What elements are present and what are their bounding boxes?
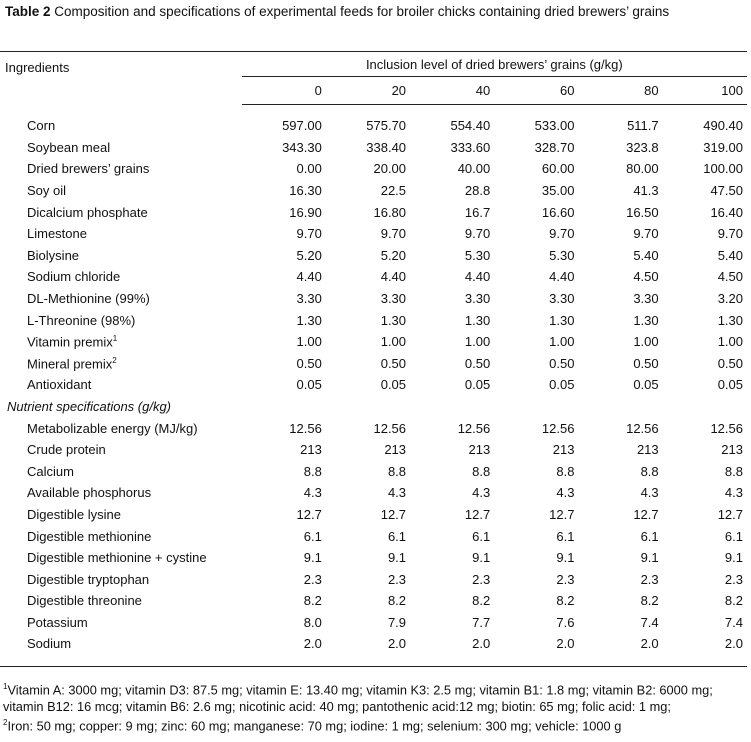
table-row: [0, 504, 747, 526]
row-label-text: Digestible lysine: [27, 506, 121, 522]
table-cell: 16.40: [710, 204, 743, 220]
table-cell: 40.00: [457, 161, 491, 177]
composition-table: [0, 51, 747, 667]
table-cell: 0.05: [296, 377, 322, 393]
table-cell: 1.00: [549, 334, 575, 350]
table-cell: 3.30: [296, 291, 322, 307]
table-row: [0, 331, 747, 353]
table-cell: 2.3: [556, 571, 575, 587]
table-cell: 213: [468, 442, 491, 458]
table-cell: 2.3: [387, 571, 407, 587]
row-label-text: Digestible tryptophan: [27, 571, 150, 587]
table-row: [0, 374, 747, 396]
table-cell: 47.50: [710, 183, 743, 199]
table-row: [0, 137, 747, 159]
table-cell: 8.8: [387, 463, 407, 479]
table-cell: 554.40: [450, 118, 491, 134]
table-cell: 0.05: [464, 377, 491, 393]
table-cell: 9.1: [303, 550, 322, 566]
row-label: [0, 201, 242, 223]
table-cell: 0.50: [549, 355, 575, 371]
table-cell: 8.2: [472, 593, 491, 609]
table-cell: 8.2: [303, 593, 322, 609]
table-cell: 2.0: [663, 633, 747, 667]
table-cell: 12.7: [633, 506, 659, 522]
table-cell: 6.1: [387, 528, 407, 544]
table-cell: 8.8: [556, 463, 575, 479]
table-cell: 5.20: [380, 247, 407, 263]
table-cell: 4.3: [387, 485, 407, 501]
table-cell: 213: [636, 442, 659, 458]
table-cell: 9.70: [633, 226, 659, 242]
table-caption-text: Composition and specifications of experimental feeds for broiler chicks containing dried brewers’ grains: [50, 4, 670, 19]
table-cell: 12.56: [373, 420, 407, 436]
row-label-text: Biolysine: [27, 247, 80, 263]
row-label-text: Digestible threonine: [27, 593, 142, 609]
table-cell: 213: [721, 442, 743, 458]
table-cell: 1.00: [380, 334, 407, 350]
table-cell: 16.7: [464, 204, 491, 220]
table-cell: 9.70: [380, 226, 407, 242]
row-label: [0, 461, 242, 483]
table-cell: 28.8: [464, 183, 491, 199]
table-cell: 3.30: [380, 291, 407, 307]
table-cell: 12.7: [464, 506, 491, 522]
table-cell: 2.0: [326, 633, 410, 667]
row-label: [0, 633, 242, 667]
table-cell: 1.30: [549, 312, 575, 328]
row-label: [0, 353, 242, 375]
table-cell: 8.2: [387, 593, 407, 609]
table-cell: 60.00: [541, 161, 575, 177]
table-cell: 2.0: [242, 633, 326, 667]
row-label-text: Sodium chloride: [27, 269, 121, 285]
table-row: [0, 439, 747, 461]
table-cell: 9.70: [717, 226, 743, 242]
row-label-text: Digestible methionine: [27, 528, 152, 544]
table-cell: 4.3: [724, 485, 743, 501]
table-cell: 7.4: [724, 614, 743, 630]
row-label: [0, 309, 242, 331]
row-label-text: Limestone: [27, 226, 87, 242]
header-ingredients: Ingredients: [5, 60, 70, 75]
table-cell: 9.70: [549, 226, 575, 242]
table-cell: 12.56: [541, 420, 575, 436]
row-label-text: Vitamin premix: [27, 334, 113, 350]
table-cell: 3.30: [549, 291, 575, 307]
row-label-text: Dried brewers’ grains: [27, 161, 150, 177]
table-cell: 8.2: [556, 593, 575, 609]
table-cell: 4.40: [464, 269, 491, 285]
table-row: [0, 115, 747, 137]
table-cell: 6.1: [303, 528, 322, 544]
table-cell: 7.7: [472, 614, 491, 630]
table-cell: 4.40: [380, 269, 407, 285]
table-cell: 2.0: [494, 633, 578, 667]
table-cell: 4.3: [556, 485, 575, 501]
table-cell: 3.30: [633, 291, 659, 307]
table-cell: 0.50: [296, 355, 322, 371]
table-cell: 4.50: [717, 269, 743, 285]
row-label-text: Metabolizable energy (MJ/kg): [27, 420, 198, 436]
row-label: [0, 180, 242, 202]
table-cell: 1.30: [296, 312, 322, 328]
table-cell: 2.0: [578, 633, 662, 667]
table-cell: 213: [384, 442, 407, 458]
table-cell: 338.40: [366, 139, 407, 155]
table-row: [0, 461, 747, 483]
row-label: [0, 568, 242, 590]
table-cell: 8.0: [303, 614, 322, 630]
footnote-text: Iron: 50 mg; copper: 9 mg; zinc: 60 mg; manganese: 70 mg; iodine: 1 mg; selenium: 300 mg; vehicle: 1000 g: [7, 718, 622, 734]
row-label: [0, 547, 242, 569]
table-cell: 9.1: [472, 550, 491, 566]
footnotes: [3, 679, 747, 735]
table-cell: 4.50: [633, 269, 659, 285]
table-cell: 2.3: [303, 571, 322, 587]
table-cell: 12.56: [626, 420, 659, 436]
table-cell: 0.05: [380, 377, 407, 393]
table-cell: 4.3: [472, 485, 491, 501]
table-cell: 22.5: [380, 183, 407, 199]
table-row: [0, 223, 747, 245]
table-row: [0, 245, 747, 267]
spacer-row: [0, 105, 747, 116]
table-cell: 16.50: [626, 204, 659, 220]
table-cell: 41.3: [633, 183, 659, 199]
table-cell: 12.7: [380, 506, 407, 522]
table-cell: 6.1: [640, 528, 659, 544]
table-cell: 6.1: [556, 528, 575, 544]
table-cell: 597.00: [282, 118, 322, 134]
table-cell: 319.00: [703, 139, 743, 155]
table-cell: 8.2: [724, 593, 743, 609]
table-cell: 6.1: [472, 528, 491, 544]
header-inclusion-level: Inclusion level of dried brewers’ grains (g/kg): [242, 52, 747, 77]
table-cell: 80.00: [626, 161, 659, 177]
table-row: [0, 180, 747, 202]
table-row: [0, 482, 747, 504]
row-label-text: L-Threonine (98%): [27, 312, 136, 328]
table-cell: 1.00: [464, 334, 491, 350]
row-label: [0, 223, 242, 245]
header-level: 60: [494, 77, 578, 105]
table-row: [0, 353, 747, 375]
table-cell: 328.70: [534, 139, 575, 155]
table-cell: 7.4: [640, 614, 659, 630]
table-row: [0, 288, 747, 310]
table-cell: 9.1: [724, 550, 743, 566]
table-cell: 7.9: [387, 614, 407, 630]
table-cell: 16.60: [541, 204, 575, 220]
row-label-text: Sodium: [27, 636, 72, 652]
row-label-text: Mineral premix: [27, 355, 113, 371]
table-cell: 9.70: [296, 226, 322, 242]
table-cell: 8.2: [640, 593, 659, 609]
table-cell: 2.0: [410, 633, 494, 667]
row-label-text: DL-Methionine (99%): [27, 291, 150, 307]
table-cell: 5.30: [464, 247, 491, 263]
table-row: [0, 417, 747, 439]
header-level: 0: [242, 77, 326, 105]
row-label: [0, 504, 242, 526]
table-cell: 12.56: [710, 420, 743, 436]
table-cell: 0.05: [717, 377, 743, 393]
header-level: 40: [410, 77, 494, 105]
table-cell: 0.50: [380, 355, 407, 371]
table-label: Table 2: [5, 4, 51, 19]
footnote-mark: 2: [112, 355, 117, 365]
table-caption: [5, 3, 747, 21]
row-label: [0, 590, 242, 612]
table-row: [0, 201, 747, 223]
table-row: [0, 266, 747, 288]
table-cell: 8.8: [472, 463, 491, 479]
footnote-1: [3, 679, 747, 715]
table-cell: 4.40: [296, 269, 322, 285]
footnote-mark: 1: [112, 334, 118, 344]
row-label-text: Soybean meal: [27, 139, 111, 155]
footnote-2: [3, 715, 747, 735]
table-cell: 2.3: [640, 571, 659, 587]
table-cell: 213: [552, 442, 575, 458]
nutrient-specifications-heading: Nutrient specifications (g/kg): [7, 399, 172, 415]
table-cell: 7.6: [556, 614, 575, 630]
table-cell: 0.05: [633, 377, 659, 393]
table-row: [0, 633, 747, 667]
table-cell: 3.20: [717, 291, 743, 307]
table-cell: 9.1: [640, 550, 659, 566]
table-cell: 100.00: [703, 161, 743, 177]
table-cell: 511.7: [627, 118, 659, 134]
table-cell: 8.8: [724, 463, 743, 479]
table-cell: 12.56: [289, 420, 322, 436]
table-row: [0, 525, 747, 547]
table-cell: 0.00: [296, 161, 322, 177]
table-row: [0, 612, 747, 634]
table-cell: 1.00: [633, 334, 659, 350]
footnote-mark: 2: [3, 718, 8, 728]
row-label: [0, 115, 242, 137]
section-header-row: [0, 396, 747, 418]
table-cell: 12.7: [296, 506, 322, 522]
table-cell: 3.30: [464, 291, 491, 307]
table-cell: 575.70: [366, 118, 407, 134]
table-cell: 1.30: [633, 312, 659, 328]
table-cell: 213: [300, 442, 322, 458]
row-label-text: Corn: [27, 118, 56, 134]
row-label: [0, 245, 242, 267]
table-cell: 12.56: [457, 420, 491, 436]
row-label: [0, 331, 242, 353]
table-row: [0, 309, 747, 331]
table-cell: 1.30: [464, 312, 491, 328]
header-level: 100: [663, 77, 747, 105]
table-cell: 0.50: [633, 355, 659, 371]
table-cell: 533.00: [534, 118, 575, 134]
table-cell: 1.30: [717, 312, 743, 328]
table-cell: 5.40: [717, 247, 743, 263]
table-cell: 490.40: [703, 118, 743, 134]
table-row: [0, 568, 747, 590]
table-cell: 5.20: [296, 247, 322, 263]
table-row: [0, 547, 747, 569]
table-cell: 8.8: [303, 463, 322, 479]
table-cell: 2.3: [472, 571, 491, 587]
table-cell: 1.00: [296, 334, 322, 350]
table-cell: 16.80: [373, 204, 407, 220]
row-label: [0, 439, 242, 461]
row-label-text: Soy oil: [27, 183, 67, 199]
row-label-text: Dicalcium phosphate: [27, 204, 148, 220]
row-label: [0, 266, 242, 288]
table-cell: 0.05: [549, 377, 575, 393]
table-cell: 16.90: [289, 204, 322, 220]
table-cell: 9.70: [464, 226, 491, 242]
table-cell: 5.30: [549, 247, 575, 263]
row-label: [0, 374, 242, 396]
table-cell: 12.7: [717, 506, 743, 522]
footnote-text: Vitamin A: 3000 mg; vitamin D3: 87.5 mg; vitamin E: 13.40 mg; vitamin K3: 2.5 mg; vitamin B1: 1.8 mg; vitamin B2: 6000 mg; vitamin B12: 16 mcg; vitamin B6: 2.6 mg; nicotinic acid: 40 mg; pantothenic acid:12 mg; biotin: 65 mg; folic acid: 1 mg;: [3, 682, 713, 714]
footnote-mark: 1: [3, 682, 8, 691]
table-cell: 1.00: [717, 334, 743, 350]
table-cell: 12.7: [549, 506, 575, 522]
row-label-text: Crude protein: [27, 442, 106, 458]
table-cell: 20.00: [373, 161, 407, 177]
table-cell: 0.50: [717, 355, 743, 371]
table-row: [0, 590, 747, 612]
row-label-text: Available phosphorus: [27, 485, 152, 501]
table-cell: 6.1: [724, 528, 743, 544]
table-cell: 9.1: [556, 550, 575, 566]
row-label: [0, 525, 242, 547]
table-cell: 4.3: [303, 485, 322, 501]
table-cell: 8.8: [640, 463, 659, 479]
table-cell: 9.1: [387, 550, 407, 566]
table-cell: 35.00: [541, 183, 575, 199]
table-cell: 5.40: [633, 247, 659, 263]
row-label: [0, 137, 242, 159]
table-cell: 4.40: [549, 269, 575, 285]
row-label-text: Digestible methionine + cystine: [27, 550, 207, 566]
row-label: [0, 417, 242, 439]
row-label-text: Antioxidant: [27, 377, 92, 393]
header-level: 80: [578, 77, 662, 105]
row-label-text: Potassium: [27, 614, 88, 630]
table-cell: 333.60: [450, 139, 491, 155]
row-label-text: Calcium: [27, 463, 74, 479]
table-cell: 323.8: [626, 139, 659, 155]
table-cell: 2.3: [724, 571, 743, 587]
table-row: [0, 158, 747, 180]
row-label: [0, 612, 242, 634]
header-level: 20: [326, 77, 410, 105]
table-cell: 4.3: [640, 485, 659, 501]
table-cell: 16.30: [289, 183, 322, 199]
row-label: [0, 482, 242, 504]
table-cell: 343.30: [282, 139, 322, 155]
table-cell: 0.50: [464, 355, 491, 371]
row-label: [0, 158, 242, 180]
table-cell: 1.30: [380, 312, 407, 328]
row-label: [0, 288, 242, 310]
